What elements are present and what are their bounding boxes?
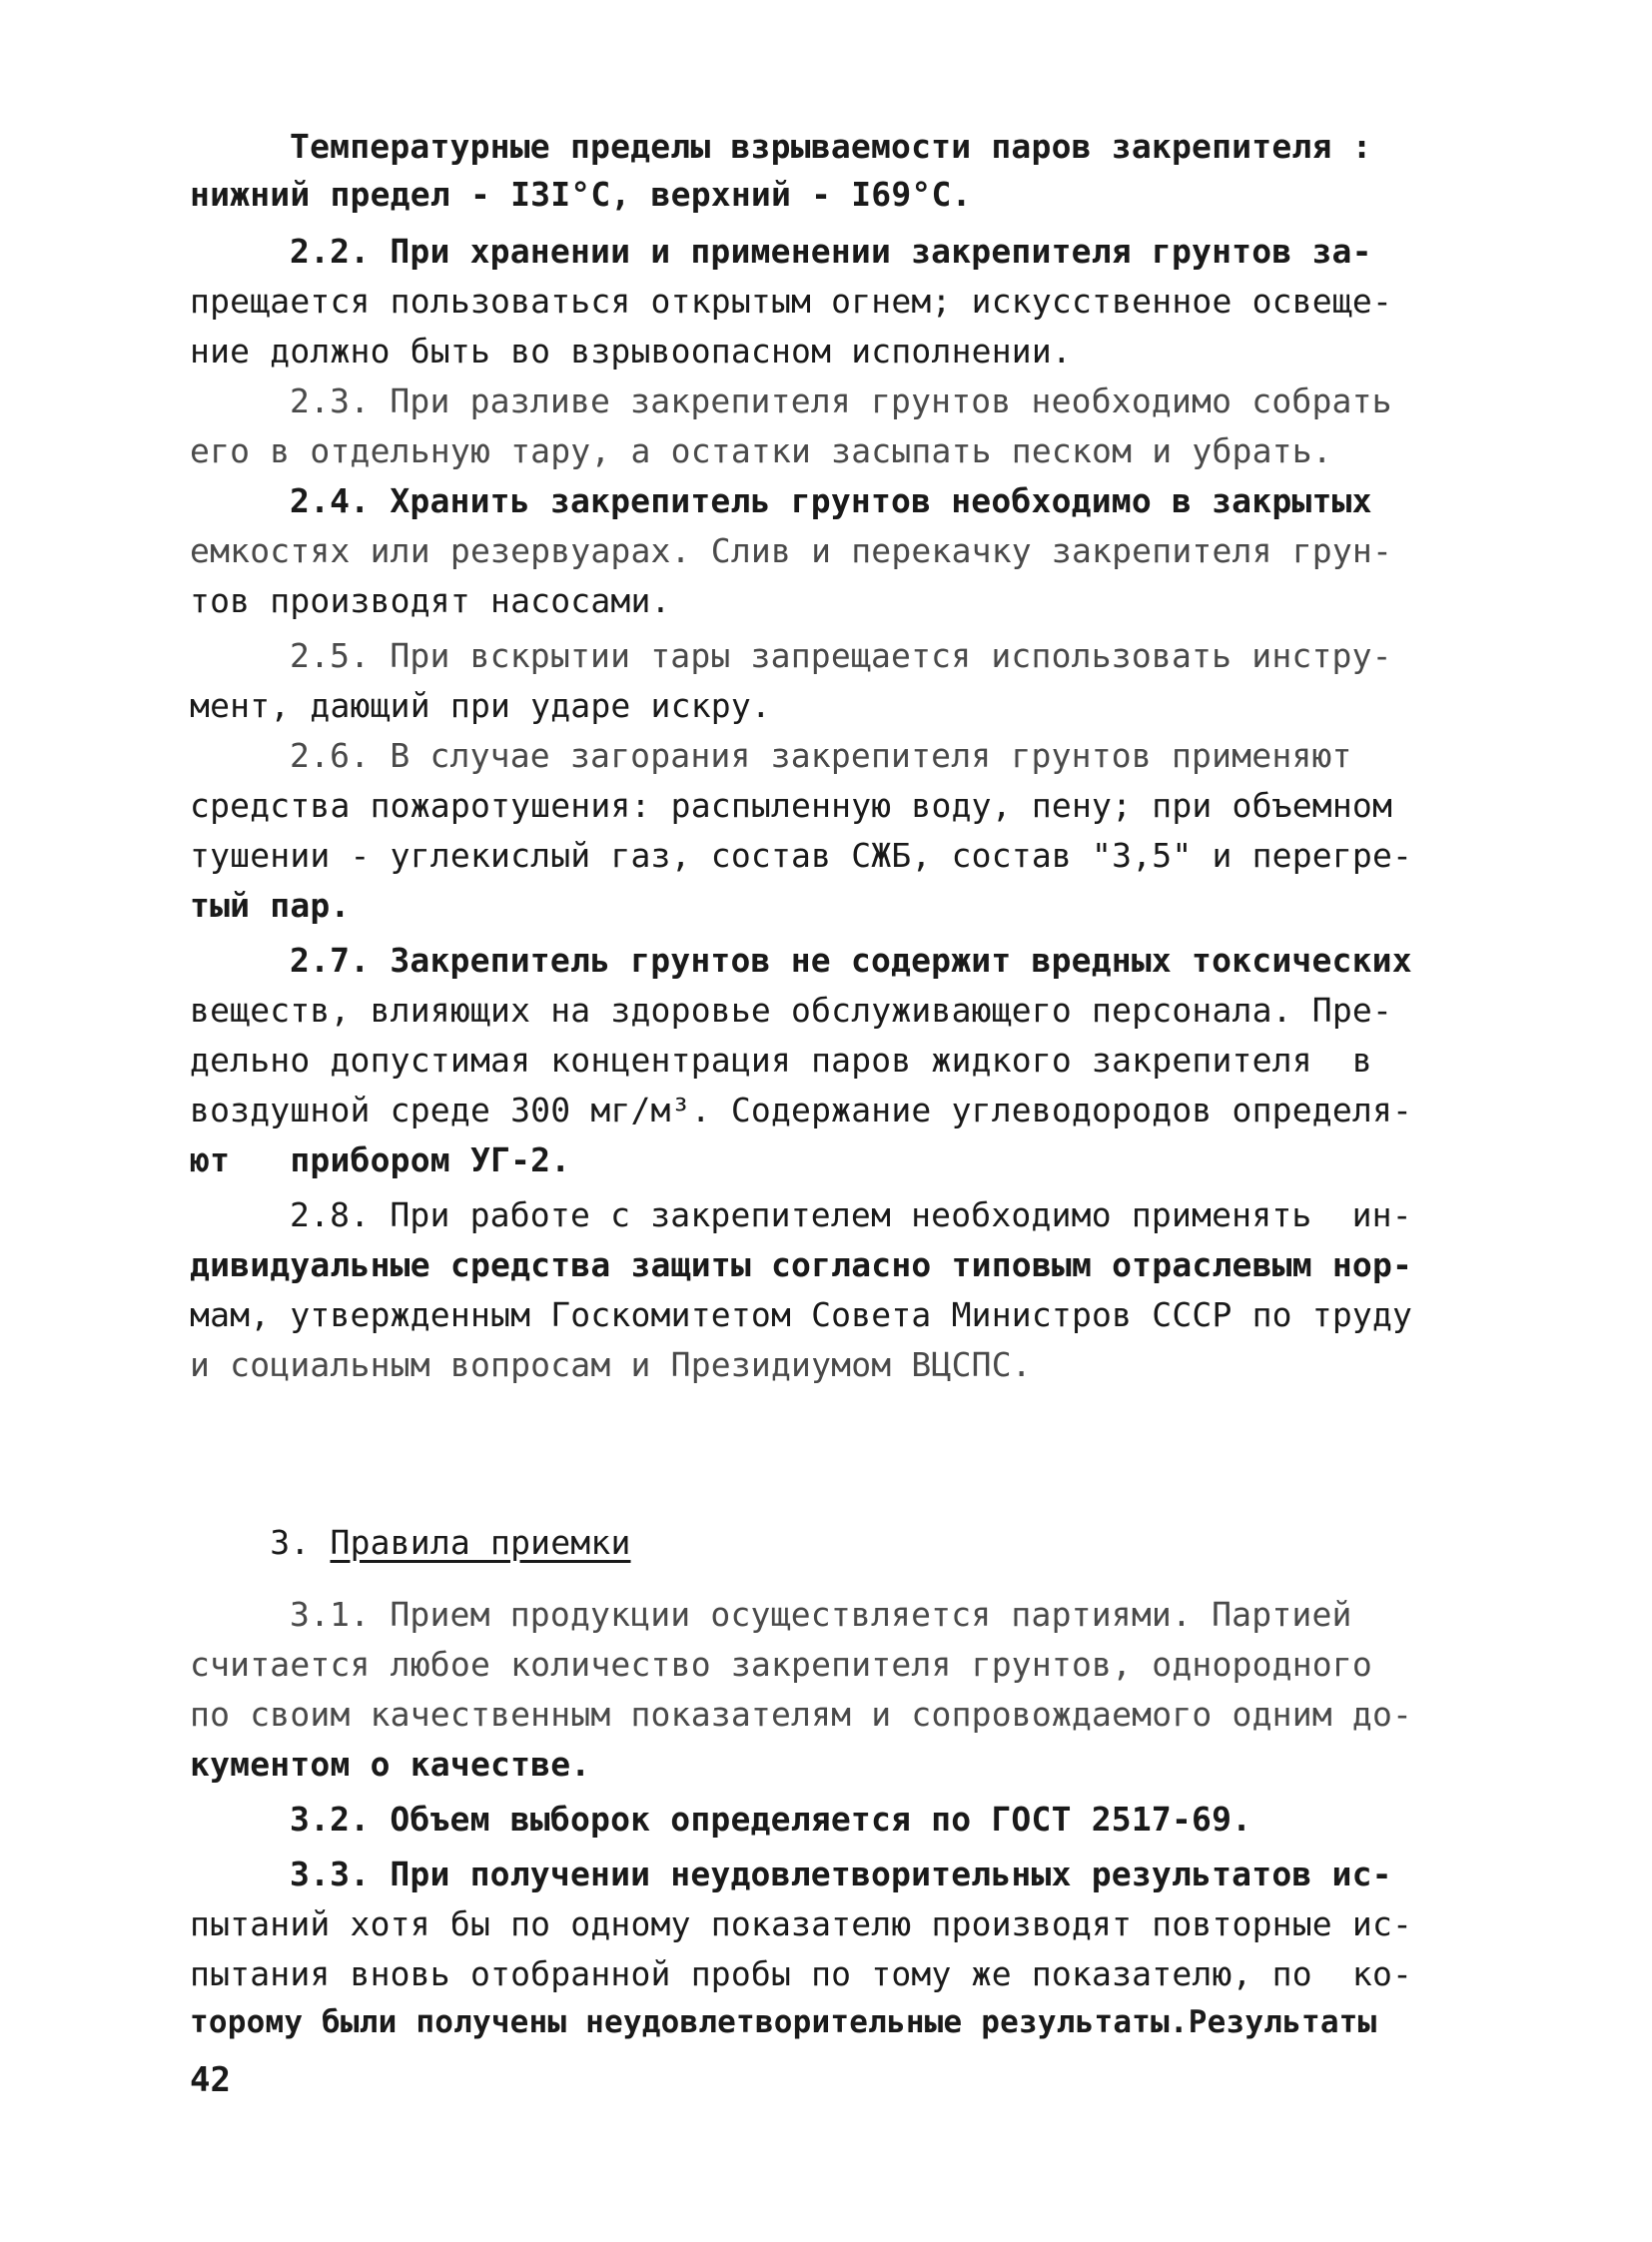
paragraph-3-3-line: торому были получены неудовлетворительные результаты.Результаты (190, 2004, 1377, 2040)
section-number: 3. (270, 1523, 311, 1562)
paragraph-3-3-line: пытания вновь отобранной пробы по тому же показателю, по ко- (190, 1954, 1413, 1993)
paragraph-2-7-line: веществ, влияющих на здоровье обслуживающего персонала. Пре- (190, 991, 1393, 1030)
paragraph-2-6-line: 2.6. В случае загорания закрепителя грунтов применяют (290, 736, 1352, 775)
paragraph-2-7-line: воздушной среде 300 мг/м³. Содержание углеводородов определя- (190, 1091, 1413, 1129)
section-title: Правила приемки (330, 1523, 631, 1562)
paragraph-2-6-line: тушении - углекислый газ, состав СЖБ, состав "3,5" и перегре- (190, 836, 1413, 875)
paragraph-2-3-line: его в отдельную тару, а остатки засыпать песком и убрать. (190, 431, 1332, 470)
paragraph-2-4-line: емкостях или резервуарах. Слив и перекачку закрепителя грун- (190, 531, 1393, 570)
paragraph-3-1-line: 3.1. Прием продукции осуществляется партиями. Партией (290, 1595, 1352, 1634)
paragraph-3-2-line: 3.2. Объем выборок определяется по ГОСТ 2517-69. (290, 1800, 1252, 1839)
page-number: 42 (190, 2060, 231, 2100)
paragraph-2-8-line: мам, утвержденным Госкомитетом Совета Министров СССР по труду (190, 1295, 1413, 1334)
paragraph-3-3-line: пытаний хотя бы по одному показателю производят повторные ис- (190, 1904, 1413, 1943)
paragraph-2-5-line: мент, дающий при ударе искру. (190, 686, 771, 725)
section-heading (190, 1493, 631, 1592)
paragraph-2-5-line: 2.5. При вскрытии тары запрещается использовать инстру- (290, 636, 1392, 675)
paragraph-2-7-line: ют прибором УГ-2. (190, 1140, 571, 1179)
paragraph-3-3-line: 3.3. При получении неудовлетворительных результатов ис- (290, 1855, 1392, 1893)
paragraph-2-6-line: тый пар. (190, 886, 351, 925)
paragraph-2-6-line: средства пожаротушения: распыленную воду, пену; при объемном (190, 786, 1393, 825)
paragraph-2-7-line: дельно допустимая концентрация паров жидкого закрепителя в (190, 1041, 1372, 1080)
paragraph-2-7-line: 2.7. Закрепитель грунтов не содержит вредных токсических (290, 941, 1412, 980)
text-line: нижний предел - I3I°С, верхний - I69°С. (190, 175, 972, 214)
paragraph-2-2-line: прещается пользоваться открытым огнем; искусственное освеще- (190, 282, 1393, 321)
paragraph-2-4-line: 2.4. Хранить закрепитель грунтов необходимо в закрытых (290, 481, 1372, 520)
paragraph-2-8-line: дивидуальные средства защиты согласно типовым отраслевым нор- (190, 1245, 1413, 1284)
paragraph-2-8-line: 2.8. При работе с закрепителем необходимо применять ин- (290, 1195, 1412, 1234)
text-line: Температурные пределы взрываемости паров закрепителя : (290, 127, 1372, 166)
paragraph-2-3-line: 2.3. При разливе закрепителя грунтов необходимо собрать (290, 381, 1392, 420)
paragraph-3-1-line: по своим качественным показателям и сопровождаемого одним до- (190, 1695, 1413, 1734)
paragraph-2-2-line: ние должно быть во взрывоопасном исполнении. (190, 332, 1072, 371)
paragraph-2-2-line: 2.2. При хранении и применении закрепителя грунтов за- (290, 232, 1372, 271)
paragraph-3-1-line: кументом о качестве. (190, 1745, 591, 1784)
paragraph-2-4-line: тов производят насосами. (190, 581, 671, 620)
paragraph-3-1-line: считается любое количество закрепителя грунтов, однородного (190, 1645, 1372, 1684)
paragraph-2-8-line: и социальным вопросам и Президиумом ВЦСПС. (190, 1345, 1032, 1384)
